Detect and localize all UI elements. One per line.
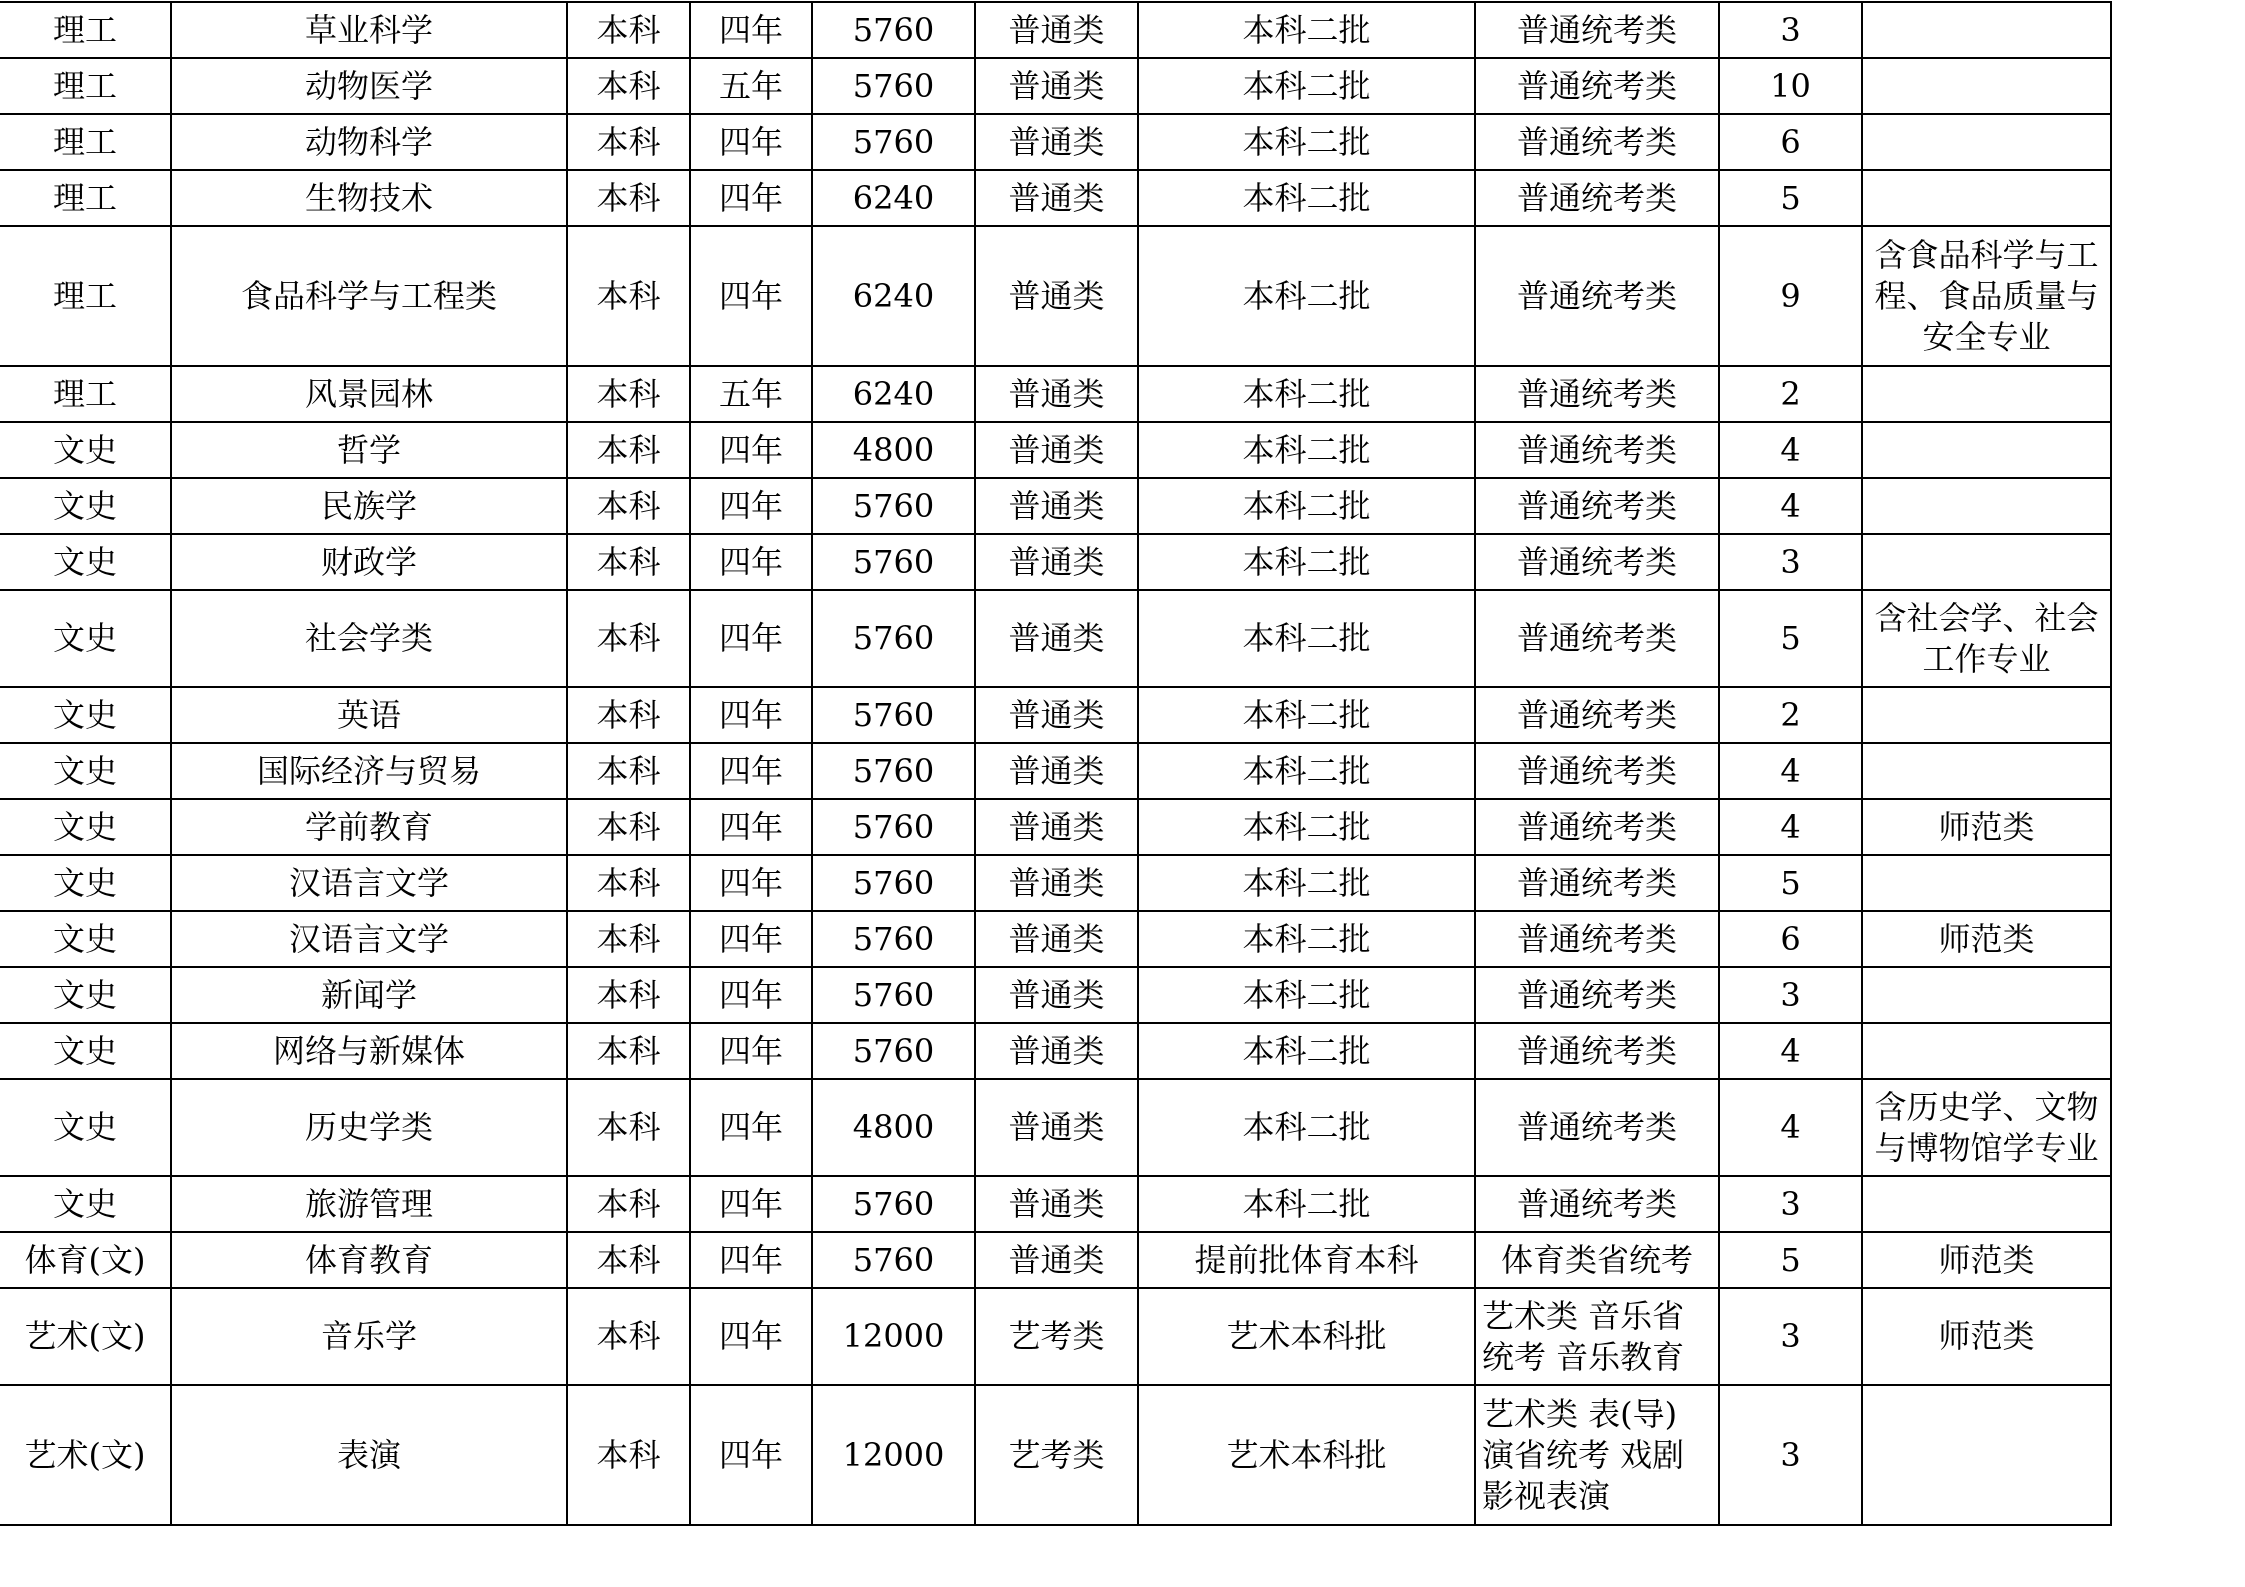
note-cell bbox=[1862, 58, 2111, 114]
batch-cell: 本科二批 bbox=[1138, 687, 1475, 743]
major-cell: 动物医学 bbox=[171, 58, 567, 114]
note-cell bbox=[1862, 967, 2111, 1023]
duration-cell: 四年 bbox=[690, 967, 812, 1023]
type-cell: 普通类 bbox=[975, 855, 1138, 911]
fee-cell: 5760 bbox=[812, 967, 975, 1023]
duration-cell: 四年 bbox=[690, 1023, 812, 1079]
exam-cell bbox=[1475, 534, 1719, 590]
category-cell: 体育(文) bbox=[0, 1232, 171, 1288]
fee-cell: 4800 bbox=[812, 1079, 975, 1176]
fee-cell: 5760 bbox=[812, 911, 975, 967]
exam-line: 普通统考类 bbox=[1516, 66, 1677, 105]
category-cell: 文史 bbox=[0, 855, 171, 911]
duration-cell: 四年 bbox=[690, 687, 812, 743]
exam-line: 普通统考类 bbox=[1516, 430, 1677, 469]
major-cell: 食品科学与工程类 bbox=[171, 226, 567, 366]
exam-line: 普通统考类 bbox=[1516, 619, 1677, 657]
note-cell bbox=[1862, 1232, 2111, 1288]
exam-cell bbox=[1475, 226, 1719, 366]
note-cell bbox=[1862, 1176, 2111, 1232]
type-cell: 普通类 bbox=[975, 967, 1138, 1023]
major-cell: 英语 bbox=[171, 687, 567, 743]
type-cell: 普通类 bbox=[975, 114, 1138, 170]
fee-cell: 6240 bbox=[812, 226, 975, 366]
fee-cell: 5760 bbox=[812, 1023, 975, 1079]
note-cell bbox=[1862, 1023, 2111, 1079]
type-cell: 普通类 bbox=[975, 1176, 1138, 1232]
note-line: 师范类 bbox=[1938, 807, 2035, 846]
note-line: 工作专业 bbox=[1922, 639, 2051, 678]
major-cell: 国际经济与贸易 bbox=[171, 743, 567, 799]
major-cell: 汉语言文学 bbox=[171, 855, 567, 911]
note-cell bbox=[1862, 590, 2111, 687]
table-row bbox=[0, 534, 2111, 590]
type-cell: 普通类 bbox=[975, 911, 1138, 967]
duration-cell: 四年 bbox=[690, 170, 812, 226]
note-cell bbox=[1862, 478, 2111, 534]
table-row bbox=[0, 1079, 2111, 1176]
exam-line: 演省统考 戏剧 bbox=[1482, 1435, 1685, 1474]
table-row bbox=[0, 170, 2111, 226]
exam-line: 普通统考类 bbox=[1516, 178, 1677, 217]
note-cell bbox=[1862, 226, 2111, 366]
table-row bbox=[0, 1176, 2111, 1232]
category-cell: 艺术(文) bbox=[0, 1385, 171, 1525]
batch-cell: 本科二批 bbox=[1138, 2, 1475, 58]
quota-cell: 5 bbox=[1719, 170, 1862, 226]
major-cell: 哲学 bbox=[171, 422, 567, 478]
quota-cell: 4 bbox=[1719, 743, 1862, 799]
exam-line: 普通统考类 bbox=[1516, 919, 1677, 958]
note-line: 含食品科学与工 bbox=[1874, 235, 2099, 274]
duration-cell: 四年 bbox=[690, 911, 812, 967]
batch-cell: 本科二批 bbox=[1138, 967, 1475, 1023]
note-cell bbox=[1862, 687, 2111, 743]
quota-cell: 6 bbox=[1719, 911, 1862, 967]
category-cell: 文史 bbox=[0, 590, 171, 687]
fee-cell: 5760 bbox=[812, 478, 975, 534]
exam-line: 统考 音乐教育 bbox=[1482, 1337, 1685, 1376]
enrollment-plan-table bbox=[0, 1, 2112, 1526]
batch-cell: 本科二批 bbox=[1138, 855, 1475, 911]
exam-line: 普通统考类 bbox=[1516, 542, 1677, 581]
exam-cell bbox=[1475, 1079, 1719, 1176]
exam-cell bbox=[1475, 1023, 1719, 1079]
type-cell: 艺考类 bbox=[975, 1288, 1138, 1385]
fee-cell: 6240 bbox=[812, 170, 975, 226]
major-cell: 学前教育 bbox=[171, 799, 567, 855]
fee-cell: 5760 bbox=[812, 855, 975, 911]
exam-cell bbox=[1475, 114, 1719, 170]
note-cell bbox=[1862, 743, 2111, 799]
type-cell: 普通类 bbox=[975, 1232, 1138, 1288]
major-cell: 财政学 bbox=[171, 534, 567, 590]
table-row bbox=[0, 967, 2111, 1023]
exam-cell bbox=[1475, 170, 1719, 226]
table-row bbox=[0, 799, 2111, 855]
note-cell bbox=[1862, 170, 2111, 226]
type-cell: 普通类 bbox=[975, 743, 1138, 799]
exam-cell bbox=[1475, 967, 1719, 1023]
duration-cell: 四年 bbox=[690, 226, 812, 366]
category-cell: 理工 bbox=[0, 58, 171, 114]
fee-cell: 5760 bbox=[812, 687, 975, 743]
category-cell: 文史 bbox=[0, 478, 171, 534]
level-cell: 本科 bbox=[567, 855, 690, 911]
quota-cell: 6 bbox=[1719, 114, 1862, 170]
level-cell: 本科 bbox=[567, 534, 690, 590]
note-cell bbox=[1862, 799, 2111, 855]
fee-cell: 5760 bbox=[812, 1232, 975, 1288]
exam-cell bbox=[1475, 58, 1719, 114]
level-cell: 本科 bbox=[567, 114, 690, 170]
duration-cell: 四年 bbox=[690, 422, 812, 478]
note-cell bbox=[1862, 366, 2111, 422]
major-cell: 草业科学 bbox=[171, 2, 567, 58]
type-cell: 普通类 bbox=[975, 478, 1138, 534]
note-line: 师范类 bbox=[1938, 1317, 2035, 1355]
batch-cell: 本科二批 bbox=[1138, 1023, 1475, 1079]
level-cell: 本科 bbox=[567, 58, 690, 114]
duration-cell: 四年 bbox=[690, 590, 812, 687]
exam-line: 普通统考类 bbox=[1516, 695, 1677, 734]
major-cell: 音乐学 bbox=[171, 1288, 567, 1385]
type-cell: 普通类 bbox=[975, 366, 1138, 422]
table-row bbox=[0, 743, 2111, 799]
exam-cell bbox=[1475, 743, 1719, 799]
level-cell: 本科 bbox=[567, 170, 690, 226]
duration-cell: 四年 bbox=[690, 1232, 812, 1288]
duration-cell: 四年 bbox=[690, 114, 812, 170]
batch-cell: 艺术本科批 bbox=[1138, 1385, 1475, 1525]
exam-cell bbox=[1475, 1176, 1719, 1232]
fee-cell: 5760 bbox=[812, 1176, 975, 1232]
duration-cell: 四年 bbox=[690, 1079, 812, 1176]
level-cell: 本科 bbox=[567, 1288, 690, 1385]
fee-cell: 5760 bbox=[812, 58, 975, 114]
batch-cell: 本科二批 bbox=[1138, 534, 1475, 590]
level-cell: 本科 bbox=[567, 422, 690, 478]
duration-cell: 四年 bbox=[690, 478, 812, 534]
fee-cell: 5760 bbox=[812, 590, 975, 687]
batch-cell: 本科二批 bbox=[1138, 58, 1475, 114]
quota-cell: 2 bbox=[1719, 687, 1862, 743]
level-cell: 本科 bbox=[567, 743, 690, 799]
category-cell: 艺术(文) bbox=[0, 1288, 171, 1385]
level-cell: 本科 bbox=[567, 687, 690, 743]
exam-line: 体育类省统考 bbox=[1500, 1240, 1693, 1279]
duration-cell: 四年 bbox=[690, 855, 812, 911]
major-cell: 民族学 bbox=[171, 478, 567, 534]
batch-cell: 本科二批 bbox=[1138, 1176, 1475, 1232]
table-row bbox=[0, 1288, 2111, 1385]
duration-cell: 四年 bbox=[690, 534, 812, 590]
level-cell: 本科 bbox=[567, 799, 690, 855]
level-cell: 本科 bbox=[567, 911, 690, 967]
batch-cell: 本科二批 bbox=[1138, 799, 1475, 855]
level-cell: 本科 bbox=[567, 590, 690, 687]
exam-line: 艺术类 音乐省 bbox=[1482, 1296, 1685, 1335]
table-row bbox=[0, 58, 2111, 114]
exam-cell bbox=[1475, 590, 1719, 687]
duration-cell: 四年 bbox=[690, 1385, 812, 1525]
duration-cell: 五年 bbox=[690, 366, 812, 422]
exam-line: 普通统考类 bbox=[1516, 1184, 1677, 1223]
note-line: 安全专业 bbox=[1922, 317, 2051, 356]
table-row bbox=[0, 422, 2111, 478]
type-cell: 普通类 bbox=[975, 534, 1138, 590]
fee-cell: 5760 bbox=[812, 114, 975, 170]
exam-line: 普通统考类 bbox=[1516, 1108, 1677, 1146]
quota-cell: 5 bbox=[1719, 1232, 1862, 1288]
exam-line: 普通统考类 bbox=[1516, 486, 1677, 525]
major-cell: 新闻学 bbox=[171, 967, 567, 1023]
category-cell: 文史 bbox=[0, 1176, 171, 1232]
quota-cell: 4 bbox=[1719, 478, 1862, 534]
type-cell: 普通类 bbox=[975, 226, 1138, 366]
quota-cell: 3 bbox=[1719, 1176, 1862, 1232]
type-cell: 普通类 bbox=[975, 1023, 1138, 1079]
exam-line: 艺术类 表(导) bbox=[1482, 1394, 1678, 1433]
batch-cell: 本科二批 bbox=[1138, 1079, 1475, 1176]
quota-cell: 4 bbox=[1719, 1023, 1862, 1079]
category-cell: 文史 bbox=[0, 967, 171, 1023]
type-cell: 普通类 bbox=[975, 422, 1138, 478]
table-row bbox=[0, 114, 2111, 170]
duration-cell: 四年 bbox=[690, 2, 812, 58]
batch-cell: 提前批体育本科 bbox=[1138, 1232, 1475, 1288]
category-cell: 文史 bbox=[0, 911, 171, 967]
table-row bbox=[0, 1232, 2111, 1288]
type-cell: 艺考类 bbox=[975, 1385, 1138, 1525]
type-cell: 普通类 bbox=[975, 2, 1138, 58]
quota-cell: 9 bbox=[1719, 226, 1862, 366]
major-cell: 旅游管理 bbox=[171, 1176, 567, 1232]
table-row bbox=[0, 911, 2111, 967]
level-cell: 本科 bbox=[567, 2, 690, 58]
table-row bbox=[0, 1023, 2111, 1079]
major-cell: 表演 bbox=[171, 1385, 567, 1525]
note-cell bbox=[1862, 114, 2111, 170]
exam-line: 普通统考类 bbox=[1516, 975, 1677, 1014]
exam-line: 影视表演 bbox=[1482, 1476, 1611, 1515]
level-cell: 本科 bbox=[567, 366, 690, 422]
type-cell: 普通类 bbox=[975, 1079, 1138, 1176]
category-cell: 文史 bbox=[0, 743, 171, 799]
note-cell bbox=[1862, 911, 2111, 967]
level-cell: 本科 bbox=[567, 1079, 690, 1176]
fee-cell: 5760 bbox=[812, 799, 975, 855]
note-cell bbox=[1862, 1385, 2111, 1525]
type-cell: 普通类 bbox=[975, 590, 1138, 687]
table-body bbox=[0, 2, 2111, 1525]
batch-cell: 艺术本科批 bbox=[1138, 1288, 1475, 1385]
category-cell: 理工 bbox=[0, 114, 171, 170]
quota-cell: 4 bbox=[1719, 799, 1862, 855]
level-cell: 本科 bbox=[567, 1385, 690, 1525]
level-cell: 本科 bbox=[567, 1023, 690, 1079]
fee-cell: 12000 bbox=[812, 1385, 975, 1525]
batch-cell: 本科二批 bbox=[1138, 478, 1475, 534]
table-row bbox=[0, 2, 2111, 58]
note-cell bbox=[1862, 855, 2111, 911]
quota-cell: 4 bbox=[1719, 422, 1862, 478]
quota-cell: 3 bbox=[1719, 967, 1862, 1023]
note-line: 程、食品质量与 bbox=[1874, 276, 2099, 315]
duration-cell: 四年 bbox=[690, 1176, 812, 1232]
exam-cell bbox=[1475, 1385, 1719, 1525]
level-cell: 本科 bbox=[567, 1176, 690, 1232]
exam-cell bbox=[1475, 366, 1719, 422]
fee-cell: 5760 bbox=[812, 2, 975, 58]
table-row bbox=[0, 478, 2111, 534]
quota-cell: 5 bbox=[1719, 590, 1862, 687]
type-cell: 普通类 bbox=[975, 799, 1138, 855]
quota-cell: 3 bbox=[1719, 2, 1862, 58]
exam-cell bbox=[1475, 687, 1719, 743]
note-line: 含历史学、文物 bbox=[1874, 1087, 2099, 1126]
note-line: 与博物馆学专业 bbox=[1874, 1128, 2099, 1167]
fee-cell: 5760 bbox=[812, 743, 975, 799]
exam-line: 普通统考类 bbox=[1516, 807, 1677, 846]
quota-cell: 4 bbox=[1719, 1079, 1862, 1176]
table-row bbox=[0, 687, 2111, 743]
fee-cell: 5760 bbox=[812, 534, 975, 590]
exam-line: 普通统考类 bbox=[1516, 1031, 1677, 1070]
category-cell: 文史 bbox=[0, 1079, 171, 1176]
major-cell: 体育教育 bbox=[171, 1232, 567, 1288]
exam-line: 普通统考类 bbox=[1516, 374, 1677, 413]
major-cell: 汉语言文学 bbox=[171, 911, 567, 967]
duration-cell: 四年 bbox=[690, 1288, 812, 1385]
exam-cell bbox=[1475, 799, 1719, 855]
category-cell: 文史 bbox=[0, 687, 171, 743]
type-cell: 普通类 bbox=[975, 687, 1138, 743]
table-row bbox=[0, 855, 2111, 911]
table-row bbox=[0, 366, 2111, 422]
category-cell: 文史 bbox=[0, 422, 171, 478]
exam-line: 普通统考类 bbox=[1516, 276, 1677, 315]
category-cell: 理工 bbox=[0, 2, 171, 58]
note-cell bbox=[1862, 2, 2111, 58]
major-cell: 动物科学 bbox=[171, 114, 567, 170]
level-cell: 本科 bbox=[567, 478, 690, 534]
major-cell: 历史学类 bbox=[171, 1079, 567, 1176]
batch-cell: 本科二批 bbox=[1138, 114, 1475, 170]
table-row bbox=[0, 590, 2111, 687]
batch-cell: 本科二批 bbox=[1138, 743, 1475, 799]
category-cell: 文史 bbox=[0, 534, 171, 590]
batch-cell: 本科二批 bbox=[1138, 590, 1475, 687]
quota-cell: 3 bbox=[1719, 1385, 1862, 1525]
major-cell: 风景园林 bbox=[171, 366, 567, 422]
quota-cell: 10 bbox=[1719, 58, 1862, 114]
quota-cell: 3 bbox=[1719, 534, 1862, 590]
type-cell: 普通类 bbox=[975, 170, 1138, 226]
exam-cell bbox=[1475, 2, 1719, 58]
batch-cell: 本科二批 bbox=[1138, 170, 1475, 226]
quota-cell: 2 bbox=[1719, 366, 1862, 422]
note-cell bbox=[1862, 422, 2111, 478]
fee-cell: 6240 bbox=[812, 366, 975, 422]
category-cell: 文史 bbox=[0, 1023, 171, 1079]
batch-cell: 本科二批 bbox=[1138, 226, 1475, 366]
exam-cell bbox=[1475, 855, 1719, 911]
fee-cell: 4800 bbox=[812, 422, 975, 478]
table-row bbox=[0, 1385, 2111, 1525]
exam-cell bbox=[1475, 1288, 1719, 1385]
type-cell: 普通类 bbox=[975, 58, 1138, 114]
duration-cell: 四年 bbox=[690, 743, 812, 799]
note-cell bbox=[1862, 534, 2111, 590]
level-cell: 本科 bbox=[567, 226, 690, 366]
batch-cell: 本科二批 bbox=[1138, 366, 1475, 422]
exam-cell bbox=[1475, 422, 1719, 478]
exam-line: 普通统考类 bbox=[1516, 122, 1677, 161]
fee-cell: 12000 bbox=[812, 1288, 975, 1385]
major-cell: 网络与新媒体 bbox=[171, 1023, 567, 1079]
category-cell: 理工 bbox=[0, 366, 171, 422]
table-row bbox=[0, 226, 2111, 366]
level-cell: 本科 bbox=[567, 1232, 690, 1288]
exam-line: 普通统考类 bbox=[1516, 10, 1677, 49]
major-cell: 社会学类 bbox=[171, 590, 567, 687]
major-cell: 生物技术 bbox=[171, 170, 567, 226]
level-cell: 本科 bbox=[567, 967, 690, 1023]
duration-cell: 五年 bbox=[690, 58, 812, 114]
exam-cell bbox=[1475, 478, 1719, 534]
exam-line: 普通统考类 bbox=[1516, 863, 1677, 902]
category-cell: 文史 bbox=[0, 799, 171, 855]
quota-cell: 3 bbox=[1719, 1288, 1862, 1385]
batch-cell: 本科二批 bbox=[1138, 911, 1475, 967]
quota-cell: 5 bbox=[1719, 855, 1862, 911]
note-line: 师范类 bbox=[1938, 919, 2035, 958]
note-cell bbox=[1862, 1288, 2111, 1385]
note-line: 师范类 bbox=[1938, 1240, 2035, 1279]
category-cell: 理工 bbox=[0, 226, 171, 366]
duration-cell: 四年 bbox=[690, 799, 812, 855]
note-cell bbox=[1862, 1079, 2111, 1176]
exam-cell bbox=[1475, 1232, 1719, 1288]
note-line: 含社会学、社会 bbox=[1874, 598, 2099, 637]
exam-cell bbox=[1475, 911, 1719, 967]
exam-line: 普通统考类 bbox=[1516, 751, 1677, 790]
category-cell: 理工 bbox=[0, 170, 171, 226]
batch-cell: 本科二批 bbox=[1138, 422, 1475, 478]
